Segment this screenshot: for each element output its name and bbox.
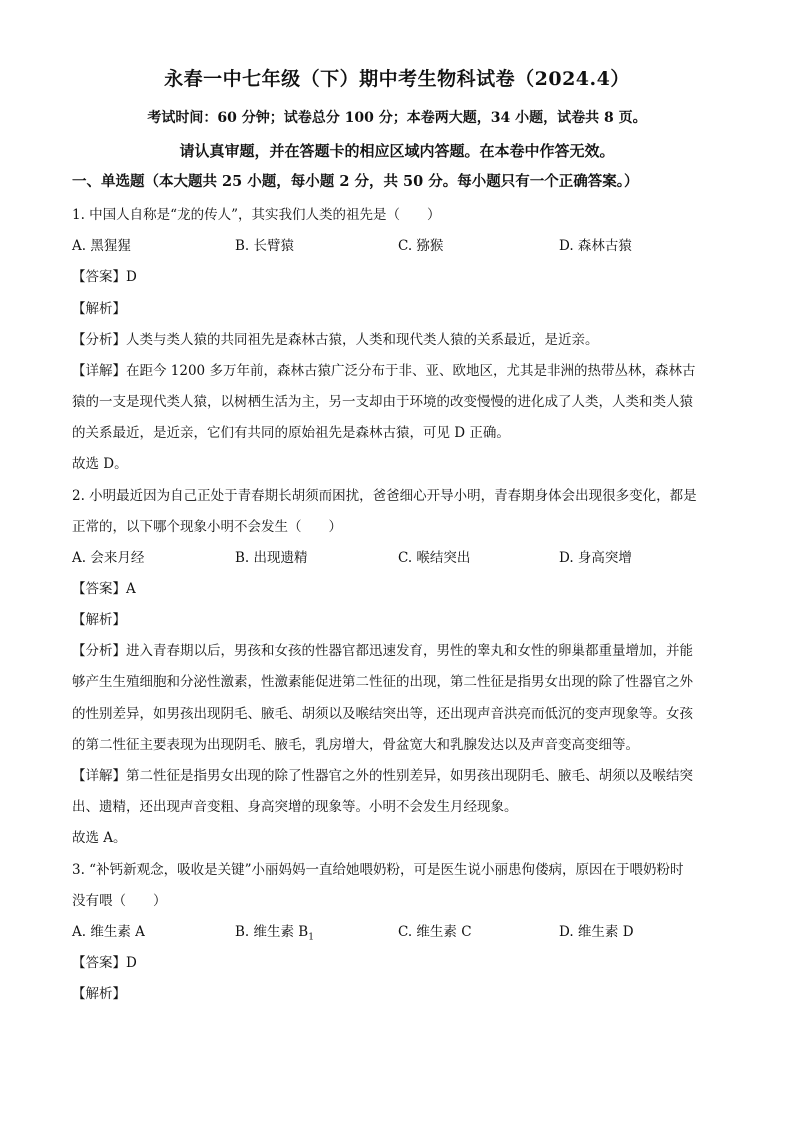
q1-stem: 1. 中国人自称是“龙的传人”，其实我们人类的祖先是（ ） — [72, 207, 441, 223]
q3-option-b-text: B. 维生素 B — [235, 924, 309, 940]
q3-answer: 【答案】D — [72, 955, 137, 971]
section-heading: 一、单选题（本大题共 25 小题，每小题 2 分，共 50 分。每小题只有一个正确答案。） — [72, 173, 639, 190]
q2-fenxi-line: 【分析】进入青春期以后，男孩和女孩的性器官都迅速发育，男性的睾丸和女性的卵巢都重量增加，并能 — [72, 643, 693, 659]
q2-jiexi: 【解析】 — [72, 612, 126, 628]
q1-xiangjie-line: 的关系最近，是近亲，它们有共同的原始祖先是森林古猿，可见 D 正确。 — [72, 425, 510, 441]
q2-fenxi-line: 的性别差异，如男孩出现阴毛、腋毛、胡须以及喉结突出等，还出现声音洪亮而低沉的变声现象等。女孩 — [72, 706, 693, 722]
q2-fenxi-line: 的第二性征主要表现为出现阴毛、腋毛，乳房增大，骨盆宽大和乳腺发达以及声音变高变细等。 — [72, 737, 639, 753]
q2-xiangjie-line: 【详解】第二性征是指男女出现的除了性器官之外的性别差异，如男孩出现阴毛、腋毛、胡须以及喉结突 — [72, 768, 693, 784]
q1-answer: 【答案】D — [72, 269, 137, 285]
q2-answer: 【答案】A — [72, 581, 136, 597]
q1-conclusion: 故选 D。 — [72, 456, 128, 472]
q3-jiexi: 【解析】 — [72, 986, 126, 1002]
q2-option-c: C. 喉结突出 — [398, 550, 471, 566]
q2-xiangjie-line: 出、遗精，还出现声音变粗、身高突增的现象等。小明不会发生月经现象。 — [72, 799, 518, 815]
q1-option-c: C. 猕猴 — [398, 238, 444, 254]
exam-info: 考试时间：60 分钟；试卷总分 100 分；本卷两大题，34 小题，试卷共 8 页。 — [147, 110, 647, 126]
q3-stem-line: 3. “补钙新观念，吸收是关键”小丽妈妈一直给她喂奶粉，可是医生说小丽患佝偻病，原因在于喂奶粉时 — [72, 862, 684, 878]
q1-jiexi: 【解析】 — [72, 301, 126, 317]
q1-option-b: B. 长臂猿 — [235, 238, 295, 254]
q2-fenxi-line: 够产生生殖细胞和分泌性激素，性激素能促进第二性征的出现，第二性征是指男女出现的除了性器官之外 — [72, 674, 693, 690]
q3-option-d: D. 维生素 D — [559, 924, 634, 940]
q2-stem-line: 2. 小明最近因为自己正处于青春期长胡须而困扰，爸爸细心开导小明，青春期身体会出现很多变化，都是 — [72, 488, 697, 504]
exam-notice: 请认真审题，并在答题卡的相应区域内答题。在本卷中作答无效。 — [179, 142, 615, 160]
q2-conclusion: 故选 A。 — [72, 830, 127, 846]
q3-option-c: C. 维生素 C — [398, 924, 472, 940]
q1-fenxi: 【分析】人类与类人猿的共同祖先是森林古猿，人类和现代类人猿的关系最近，是近亲。 — [72, 332, 599, 348]
q3-stem-line: 没有喂（ ） — [72, 893, 167, 909]
q2-stem-line: 正常的，以下哪个现象小明不会发生（ ） — [72, 519, 342, 535]
exam-title: 永春一中七年级（下）期中考生物科试卷（2024.4） — [164, 68, 630, 90]
q2-option-b: B. 出现遗精 — [235, 550, 308, 566]
q2-option-d: D. 身高突增 — [559, 550, 632, 566]
q1-xiangjie-line: 【详解】在距今 1200 多万年前，森林古猿广泛分布于非、亚、欧地区，尤其是非洲的热带丛林，森林古 — [72, 363, 696, 379]
q3-option-a: A. 维生素 A — [72, 924, 145, 940]
q1-option-a: A. 黑猩猩 — [72, 238, 131, 254]
q1-xiangjie-line: 猿的一支是现代类人猿，以树栖生活为主，另一支却由于环境的改变慢慢的进化成了人类，人类和类人猿 — [72, 394, 693, 410]
q3-option-b — [235, 920, 314, 943]
q2-option-a: A. 会来月经 — [72, 550, 145, 566]
q1-option-d: D. 森林古猿 — [559, 238, 632, 254]
q3-option-b-subscript: 1 — [308, 932, 314, 943]
